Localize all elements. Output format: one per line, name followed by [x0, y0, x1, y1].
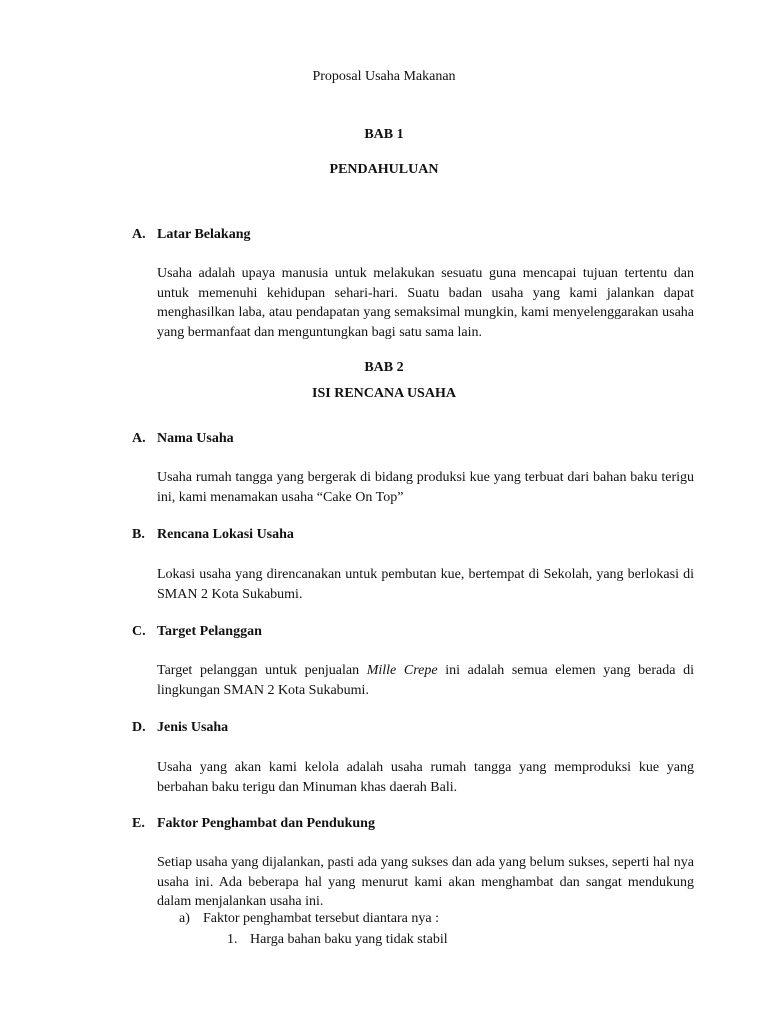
latar-heading: Latar Belakang: [157, 227, 251, 242]
target-text-before: Target pelanggan untuk penjualan: [157, 663, 367, 678]
target-text-after: ini adalah semua elemen yang berada di lingkungan SMAN 2 Kota Sukabumi.: [157, 663, 694, 698]
faktor-sub-marker: a): [179, 911, 190, 926]
faktor-marker: E.: [132, 816, 145, 831]
bab1-heading: PENDAHULUAN: [329, 162, 439, 177]
nama-paragraph: Usaha rumah tangga yang bergerak di bidang produksi kue yang terbuat dari bahan baku terigu ini, kami menamakan usaha “Cake On Top”: [157, 470, 694, 505]
faktor-item-text: Harga bahan baku yang tidak stabil: [250, 932, 448, 947]
jenis-paragraph: Usaha yang akan kami kelola adalah usaha rumah tangga yang memproduksi kue yang berbahan baku terigu dan Minuman khas daerah Bali.: [157, 760, 694, 795]
jenis-heading: Jenis Usaha: [157, 720, 229, 735]
bab2-label: BAB 2: [364, 360, 404, 375]
faktor-sub-text: Faktor penghambat tersebut diantara nya :: [203, 911, 439, 926]
nama-heading: Nama Usaha: [157, 431, 234, 446]
faktor-item-marker: 1.: [227, 932, 238, 947]
lokasi-marker: B.: [132, 527, 145, 542]
latar-paragraph: Usaha adalah upaya manusia untuk melakukan sesuatu guna mencapai tujuan tertentu dan untuk memenuhi kehidupan sehari-hari. Suatu badan usaha yang kami jalankan dapat menghasilkan laba, atau pendapatan yang semaksimal mungkin, kami menyelenggarakan usaha yang bermanfaat dan menguntungkan bagi satu sama lain.: [157, 266, 694, 340]
target-marker: C.: [132, 624, 146, 639]
lokasi-heading: Rencana Lokasi Usaha: [157, 527, 294, 542]
target-product-name: Mille Crepe: [366, 663, 438, 678]
bab1-label: BAB 1: [364, 127, 404, 142]
jenis-marker: D.: [132, 720, 146, 735]
target-paragraph: [157, 661, 694, 700]
nama-marker: A.: [132, 431, 146, 446]
faktor-heading: Faktor Penghambat dan Pendukung: [157, 816, 375, 831]
latar-marker: A.: [132, 227, 146, 242]
document-title: Proposal Usaha Makanan: [312, 69, 456, 84]
lokasi-paragraph: Lokasi usaha yang direncanakan untuk pembutan kue, bertempat di Sekolah, yang berlokasi di SMAN 2 Kota Sukabumi.: [157, 567, 694, 602]
faktor-paragraph: Setiap usaha yang dijalankan, pasti ada yang sukses dan ada yang belum sukses, seperti hal nya usaha ini. Ada beberapa hal yang menurut kami akan menghambat dan sangat mendukung dalam menjalankan usaha ini.: [157, 855, 694, 909]
target-heading: Target Pelanggan: [157, 624, 262, 639]
bab2-heading: ISI RENCANA USAHA: [312, 386, 456, 401]
